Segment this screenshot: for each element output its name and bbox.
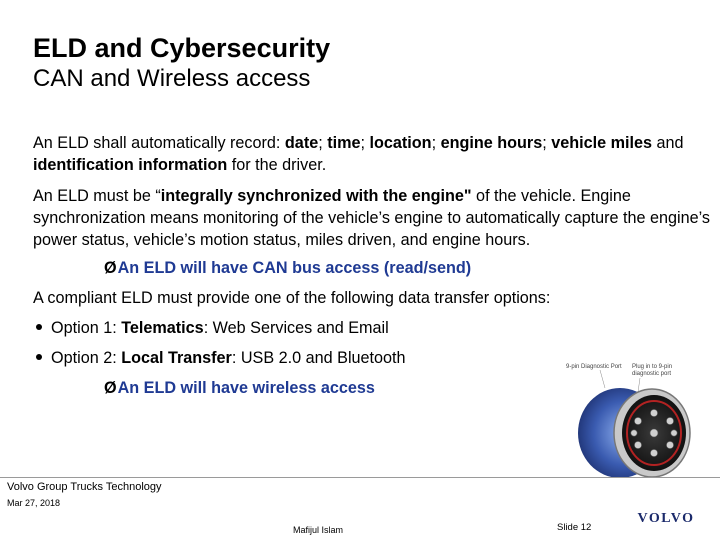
bold-text: vehicle miles bbox=[551, 134, 653, 152]
bold-text: time bbox=[327, 134, 361, 152]
bold-text: integrally synchronized with the engine" bbox=[160, 187, 472, 205]
arrow-icon: Ø bbox=[104, 379, 117, 397]
footer-author: Mafijul Islam bbox=[293, 525, 344, 535]
bullet-dot-icon bbox=[36, 354, 42, 360]
diagnostic-connector-image bbox=[560, 358, 710, 480]
text: ; bbox=[431, 134, 441, 152]
text: : Web Services and Email bbox=[203, 319, 389, 337]
bold-text: engine hours bbox=[440, 134, 543, 152]
arrow-icon: Ø bbox=[104, 259, 117, 277]
slide-number: Slide 12 bbox=[557, 522, 592, 533]
plug-label-line: Plug in to 9-pin bbox=[632, 364, 673, 370]
port-label: 9-pin Diagnostic Port bbox=[566, 364, 622, 370]
text: ; bbox=[542, 134, 552, 152]
text: Option 2: bbox=[51, 349, 122, 367]
paragraph-transfer-options: A compliant ELD must provide one of the following data transfer options: bbox=[33, 289, 551, 307]
volvo-logo bbox=[627, 509, 705, 525]
callout-can-bus bbox=[104, 257, 471, 279]
bold-text: location bbox=[369, 134, 432, 152]
text: Option 1: bbox=[51, 319, 122, 337]
bold-text: date bbox=[284, 134, 319, 152]
bullet-option-2 bbox=[36, 347, 406, 369]
plug-label-line: diagnostic port bbox=[632, 371, 672, 377]
text: ; bbox=[318, 134, 328, 152]
footer bbox=[0, 477, 720, 540]
bold-text: identification information bbox=[33, 156, 228, 174]
text: ; bbox=[360, 134, 370, 152]
slide-subtitle: CAN and Wireless access bbox=[33, 65, 311, 92]
callout-wireless bbox=[104, 377, 375, 399]
bullet-option-1 bbox=[36, 317, 389, 339]
text: for the driver. bbox=[227, 156, 327, 174]
bullet-dot-icon bbox=[36, 324, 42, 330]
paragraph-eld-records bbox=[33, 132, 717, 176]
volvo-logo-text: VOLVO bbox=[637, 511, 695, 525]
text: and bbox=[652, 134, 684, 152]
callout-text: An ELD will have CAN bus access (read/send) bbox=[117, 259, 472, 277]
bold-text: Local Transfer bbox=[121, 349, 232, 367]
text: : USB 2.0 and Bluetooth bbox=[231, 349, 406, 367]
footer-divider bbox=[0, 477, 720, 478]
title-block bbox=[33, 32, 330, 94]
paragraph-engine-sync bbox=[33, 185, 717, 251]
footer-date: Mar 27, 2018 bbox=[7, 498, 61, 508]
text: An ELD must be “ bbox=[33, 187, 161, 205]
text: of the vehicle. Engine synchronization means monitoring of the vehicle’s engine to automatically capture the engine’s power status, vehicle’s motion status, miles driven, and engine hours. bbox=[33, 187, 710, 249]
slide-title: ELD and Cybersecurity bbox=[33, 33, 331, 63]
bold-text: Telematics bbox=[121, 319, 204, 337]
footer-organization: Volvo Group Trucks Technology bbox=[7, 481, 162, 493]
text: An ELD shall automatically record: bbox=[33, 134, 285, 152]
callout-text: An ELD will have wireless access bbox=[117, 379, 375, 397]
